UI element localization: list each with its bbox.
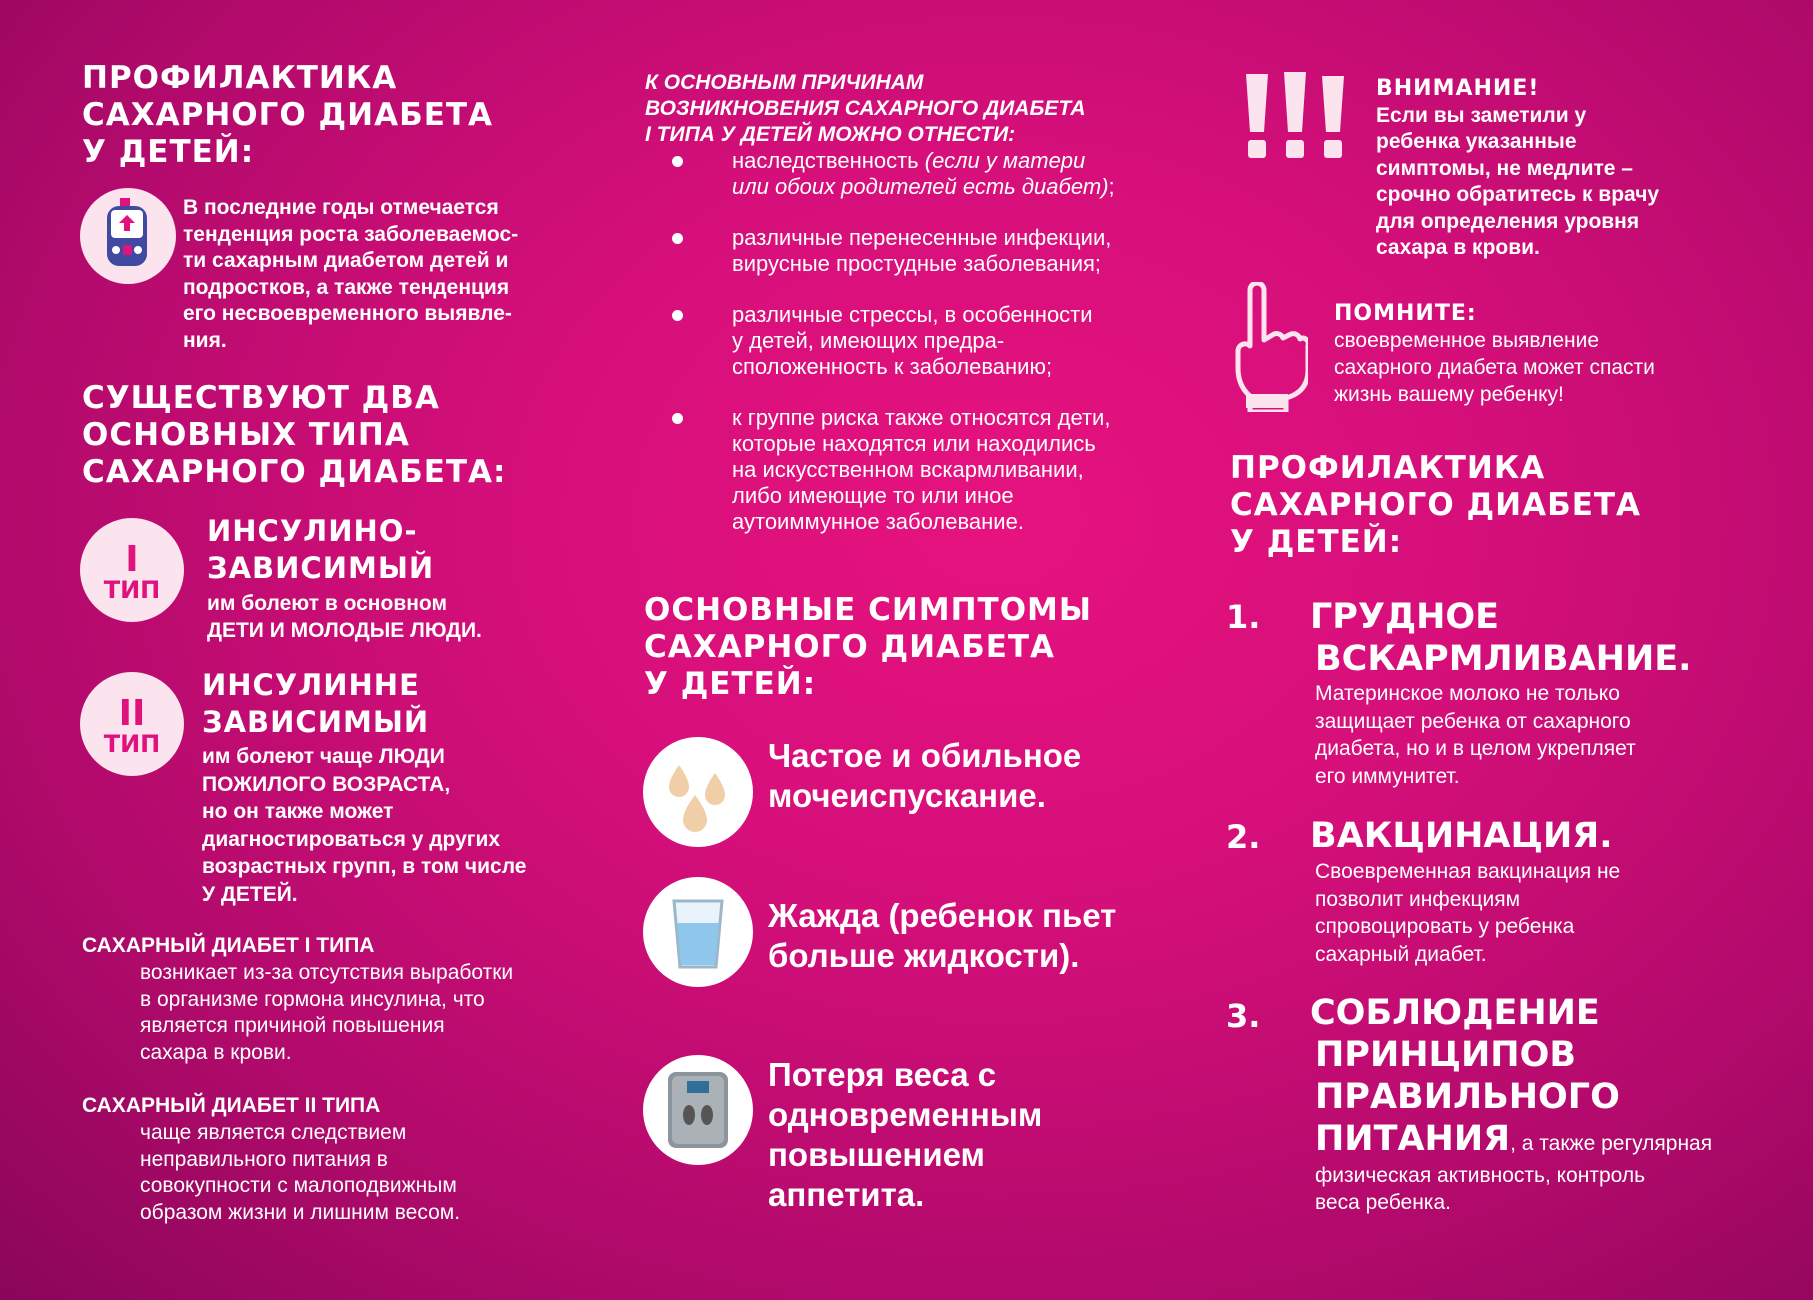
- scales-icon-circle: [643, 1055, 753, 1165]
- col3-prevention-title: ПРОФИЛАКТИКА САХАРНОГО ДИАБЕТА У ДЕТЕЙ:: [1230, 450, 1642, 560]
- type1-badge: I ТИП: [80, 518, 184, 622]
- sd1-title: САХАРНЫЙ ДИАБЕТ I ТИПА: [82, 934, 375, 957]
- attention-title: ВНИМАНИЕ!: [1376, 76, 1540, 101]
- scales-icon: [643, 1055, 753, 1165]
- drops-icon: [643, 737, 753, 847]
- symptom-3-text: Потеря веса с одновременным повышением аппетита.: [768, 1056, 1043, 1213]
- exclamation-icon: [1240, 70, 1350, 170]
- type1-name: ИНСУЛИНО- ЗАВИСИМЫЙ: [207, 514, 435, 585]
- prevention-item-1-title: ГРУДНОЕ ВСКАРМЛИВАНИЕ.: [1310, 597, 1692, 679]
- prevention-item-2-title: ВАКЦИНАЦИЯ.: [1310, 816, 1613, 856]
- cause-item: различные перенесенные инфекции, вирусные простудные заболевания;: [642, 225, 1202, 277]
- raised-finger-icon: [1228, 282, 1308, 412]
- water-glass-icon: [643, 877, 753, 987]
- types-title: СУЩЕСТВУЮТ ДВА ОСНОВНЫХ ТИПА САХАРНОГО ДИАБЕТА:: [82, 380, 507, 490]
- sd2-text: чаще является следствием неправильного питания в совокупности с малоподвижным образом жизни и лишним весом.: [140, 1121, 461, 1224]
- remember-block: ПОМНИТЕ: своевременное выявление сахарного диабета может спасти жизнь вашему ребенку!: [1334, 301, 1655, 406]
- type1-desc: им болеют в основном ДЕТИ И МОЛОДЫЕ ЛЮДИ.: [207, 592, 482, 642]
- prevention-item-1-text: Материнское молоко не только защищает ребенка от сахарного диабета, но и в целом укрепляет его иммунитет.: [1315, 682, 1636, 788]
- type2-badge: II ТИП: [80, 672, 184, 776]
- prevention-item-2-number: 2.: [1226, 818, 1261, 856]
- glass-icon-circle: [643, 877, 753, 987]
- causes-list: [642, 148, 1202, 560]
- glucometer-icon-circle: [80, 188, 176, 284]
- prevention-item-2-text: Своевременная вакцинация не позволит инфекциям спровоцировать у ребенка сахарный диабет.: [1315, 860, 1621, 966]
- prevention-item-3-number: 3.: [1226, 997, 1261, 1035]
- prevention-item-3-title: СОБЛЮДЕНИЕ ПРИНЦИПОВ ПРАВИЛЬНОГО ПИТАНИЯ, а также регулярная: [1310, 993, 1713, 1159]
- type2-name: ИНСУЛИННЕ ЗАВИСИМЫЙ: [202, 668, 430, 739]
- drops-icon-circle: [643, 737, 753, 847]
- col1-intro: В последние годы отмечается тенденция роста заболеваемос- ти сахарным диабетом детей и подростков, а также тенденция его несвоевременного выявле- ния.: [183, 196, 519, 352]
- sd1-text: возникает из-за отсутствия выработки в организме гормона инсулина, что является причиной повышения сахара в крови.: [140, 961, 514, 1064]
- cause-item: различные стрессы, в особенности у детей, имеющих предра- сположенность к заболеванию;: [642, 302, 1202, 380]
- prevention-item-3-text: физическая активность, контроль веса ребенка.: [1315, 1164, 1646, 1214]
- attention-block: ВНИМАНИЕ! Если вы заметили у ребенка указанные симптомы, не медлите – срочно обратитесь к врачу для определения уровня сахара в крови.: [1376, 76, 1660, 259]
- remember-title: ПОМНИТЕ:: [1334, 301, 1477, 326]
- prevention-item-1-number: 1.: [1226, 598, 1261, 636]
- sd2-title: САХАРНЫЙ ДИАБЕТ II ТИПА: [82, 1094, 381, 1117]
- cause-item: наследственность (если у матери или обоих родителей есть диабет);: [642, 148, 1202, 200]
- cause-item: к группе риска также относятся дети, которые находятся или находились на искусственном вскармливании, либо имеющие то или иное аутоиммунное заболевание.: [642, 405, 1202, 535]
- causes-title: К ОСНОВНЫМ ПРИЧИНАМ ВОЗНИКНОВЕНИЯ САХАРНОГО ДИАБЕТА I ТИПА У ДЕТЕЙ МОЖНО ОТНЕСТИ:: [645, 71, 1086, 146]
- symptom-2-text: Жажда (ребенок пьет больше жидкости).: [768, 897, 1117, 974]
- symptoms-title: ОСНОВНЫЕ СИМПТОМЫ САХАРНОГО ДИАБЕТА У ДЕТЕЙ:: [644, 592, 1093, 702]
- glucometer-icon: [80, 188, 176, 284]
- symptom-1-text: Частое и обильное мочеиспускание.: [768, 737, 1082, 814]
- col1-title: ПРОФИЛАКТИКА САХАРНОГО ДИАБЕТА У ДЕТЕЙ:: [82, 60, 494, 170]
- type2-desc: им болеют чаще ЛЮДИ ПОЖИЛОГО ВОЗРАСТА, но он также может диагностироваться у других возрастных групп, в том числе У ДЕТЕЙ.: [202, 745, 527, 906]
